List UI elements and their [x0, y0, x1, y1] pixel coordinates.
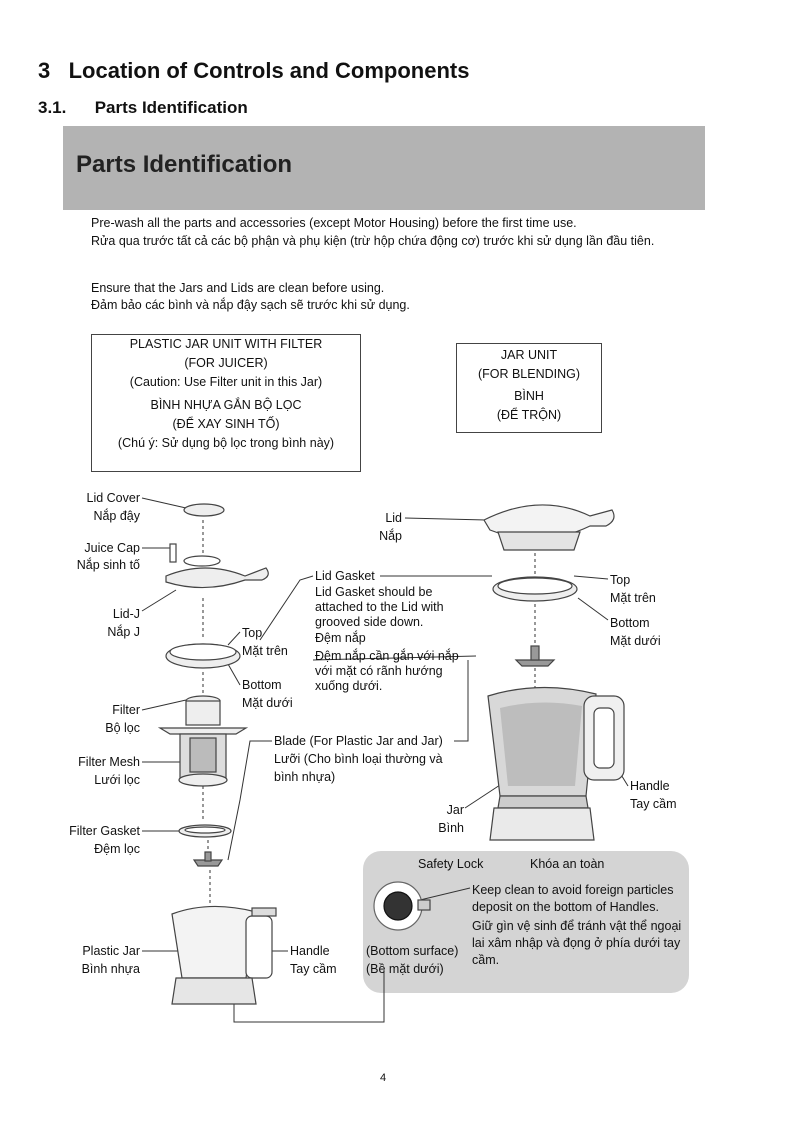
top-left-label: Top: [242, 626, 263, 640]
lid-cover-label: Lid Cover: [86, 491, 140, 505]
lid-gasket-desc-line: Lid Gasket should be: [315, 585, 433, 599]
jar-label: Jar: [446, 803, 464, 817]
box-line: PLASTIC JAR UNIT WITH FILTER: [129, 337, 323, 351]
safety-lock-label: Safety Lock: [418, 857, 484, 871]
filter-gasket-label-vi: Đệm lọc: [94, 842, 140, 856]
filter-mesh-label-vi: Lưới lọc: [94, 773, 140, 787]
lid-gasket-desc-line: grooved side down.: [315, 615, 424, 629]
lid-gasket-desc-line: attached to the Lid with: [315, 600, 444, 614]
bottom-right-label: Bottom: [610, 616, 650, 630]
box-line: (FOR JUICER): [184, 356, 268, 370]
handle-right-label: Handle: [630, 779, 670, 793]
lid-gasket-desc-line: xuống dưới.: [315, 679, 383, 693]
filter-label-vi: Bộ lọc: [105, 721, 140, 735]
box-line: BÌNH NHỰA GẮN BỘ LỌC: [150, 398, 302, 412]
intro-line-2: Rửa qua trước tất cả các bộ phận và phụ kiện (trừ hộp chứa động cơ) trước khi sử dụng lần đầu tiên.: [91, 234, 655, 248]
lid-label-vi: Nắp: [379, 529, 402, 543]
safety-lock-label-vi: Khóa an toàn: [530, 857, 605, 871]
handle-right-label-vi: Tay cầm: [630, 797, 677, 811]
box-line: (ĐỂ TRỘN): [496, 408, 562, 422]
plastic-jar-label: Plastic Jar: [82, 944, 140, 958]
top-right-label: Top: [610, 573, 631, 587]
handle-left-label-vi: Tay cầm: [290, 962, 337, 976]
section-title: Location of Controls and Components: [68, 58, 470, 83]
box-line: JAR UNIT: [500, 348, 558, 362]
subsection-number: 3.1.: [38, 98, 67, 117]
bottom-left-label-vi: Mặt dưới: [242, 696, 293, 710]
lid-gasket-desc-line: Đệm nắp: [315, 631, 366, 645]
top-right-label-vi: Mặt trên: [610, 591, 656, 605]
lid-gasket-label: Lid Gasket: [315, 569, 375, 583]
note-line: Keep clean to avoid foreign particles: [472, 883, 674, 897]
note-line: lai xâm nhập và đọng ở phía dưới tay: [472, 936, 681, 950]
note-line: deposit on the bottom of Handles.: [472, 900, 659, 914]
jar-label-vi: Bình: [438, 821, 464, 835]
note-line: Giữ gìn vệ sinh để tránh vật thể ngoại: [472, 919, 682, 933]
intro-line-3: Ensure that the Jars and Lids are clean before using.: [91, 281, 385, 295]
lid-label: Lid: [385, 511, 402, 525]
handle-left-label: Handle: [290, 944, 330, 958]
page-number: 4: [380, 1072, 387, 1084]
plastic-jar-label-vi: Bình nhựa: [81, 962, 140, 976]
lid-gasket-description: [315, 585, 459, 694]
box-line: BÌNH: [514, 389, 544, 403]
lid-j-label-vi: Nắp J: [107, 625, 140, 639]
lid-cover-label-vi: Nắp đậy: [93, 509, 140, 523]
cleaning-note-text: [472, 882, 681, 969]
blade-label: Blade (For Plastic Jar and Jar): [274, 734, 443, 748]
lid-j-label: Lid-J: [112, 607, 140, 621]
intro-line-1: Pre-wash all the parts and accessories (except Motor Housing) before the first time use.: [91, 216, 577, 230]
box-line: (Chú ý: Sử dụng bộ lọc trong bình này): [117, 436, 335, 450]
blade-label-vi-2: bình nhựa): [274, 770, 336, 784]
subsection-title: Parts Identification: [94, 98, 248, 117]
filter-mesh-label: Filter Mesh: [78, 755, 140, 769]
lid-gasket-desc-line: Đệm nắp cần gắn với nắp: [315, 649, 459, 663]
juice-cap-label-vi: Nắp sinh tố: [76, 558, 140, 572]
box-line: (FOR BLENDING): [477, 367, 581, 381]
banner-title: Parts Identification: [76, 151, 293, 178]
bottom-left-label: Bottom: [242, 678, 282, 692]
lid-gasket-desc-line: với mặt có rãnh hướng: [315, 664, 443, 678]
top-left-label-vi: Mặt trên: [242, 644, 288, 658]
section-number: 3: [38, 58, 51, 83]
blade-label-vi-1: Lưỡi (Cho bình loại thường và: [274, 752, 443, 766]
intro-line-4: Đảm bảo các bình và nắp đậy sạch sẽ trước khi sử dụng.: [91, 298, 410, 312]
filter-label: Filter: [112, 703, 140, 717]
juice-cap-label: Juice Cap: [84, 541, 140, 555]
box-line: (ĐỂ XAY SINH TỐ): [172, 417, 280, 431]
bottom-surface-label: (Bottom surface): [366, 944, 459, 958]
filter-gasket-label: Filter Gasket: [69, 824, 140, 838]
box-line: (Caution: Use Filter unit in this Jar): [129, 375, 323, 389]
bottom-surface-label-vi: (Bề mặt dưới): [366, 962, 444, 976]
bottom-right-label-vi: Mặt dưới: [610, 634, 661, 648]
note-line: cầm.: [472, 953, 500, 967]
